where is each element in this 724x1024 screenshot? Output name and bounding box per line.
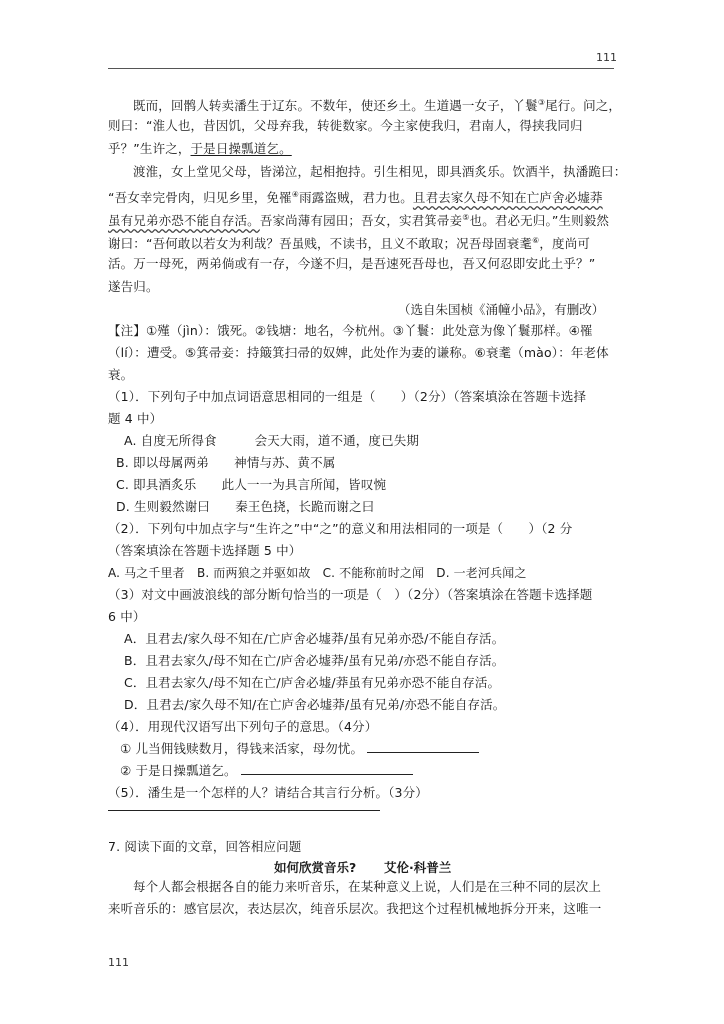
question-1-option-a: A. 自度无所得食 会天大雨，道不通，度已失期 (124, 433, 420, 448)
question-4-sentence-1: ① 儿当佣钱赎数月，得钱来活家，母勿忧。 (120, 740, 628, 758)
notes-line: 【注】①殣（jìn）：饿死。②钱塘：地名，今杭州。③丫鬟：此处意为像丫鬟那样。④罹 (108, 323, 593, 338)
article-author: 艾伦·科普兰 (384, 860, 452, 875)
question-2-options: A. 马之千里者 B. 而两狼之并驱如故 C. 不能称前时之闻 D. 一老河兵闻之 (108, 566, 527, 580)
answer-blank[interactable] (367, 740, 479, 753)
notes-line: （lí）：遭受。⑤箕帚妾：持簸箕扫帚的奴婢，此处作为妻的谦称。⑥衰耄（mào）：年老体 (108, 345, 609, 360)
passage-line: 渡淮，女上堂见父母，皆涕泣，起相抱持。引生相见，即具酒炙乐。饮酒半，执潘跪曰： (133, 164, 627, 179)
question-3-option-d: D．且君去/家久母不知/在亡庐舍必墟莽/虽有兄弟/亦恐不能自存活。 (124, 697, 506, 712)
question-3-stem: 6 中） (108, 609, 146, 624)
question-5-stem: （5）．潘生是一个怎样的人？请结合其言行分析。（3分） (108, 785, 428, 800)
question-1-option-b: B. 即以母属两弟 神情与苏、黄不属 (116, 455, 336, 470)
passage-line: 乎？”生许之，于是日操瓢道乞。 (108, 141, 292, 156)
passage-source: （选自朱国桢《涌幢小品》，有删改） (398, 302, 605, 317)
section-7-heading: 7. 阅读下面的文章，回答相应问题 (108, 839, 302, 854)
answer-blank[interactable] (108, 810, 380, 811)
header-rule (108, 68, 614, 69)
question-1-option-c: C. 即具酒炙乐 此人一一为具言所闻，皆叹惋 (116, 477, 387, 492)
answer-blank[interactable] (241, 762, 413, 775)
wavy-underlined-text: 且君去家久母不知在亡庐舍必墟莽 (412, 190, 603, 206)
passage-line: 活。万一母死，两弟倘或有一存，今遂不归，是吾速死吾母也，吾又何忍即安此土乎？” (108, 256, 596, 271)
notes-line: 衰。 (108, 367, 134, 382)
question-2-stem: （2）．下列句中加点字与“生许之”中“之”的意义和用法相同的一项是（ ）（2 分 (108, 521, 573, 536)
passage-line: “吾女幸完骨肉，归见乡里，免罹④雨露盗贼，君力也。且君去家久母不知在亡庐舍必墟莽 (108, 190, 603, 206)
article-line: 来听音乐的：感官层次，表达层次，纯音乐层次。我把这个过程机械地拆分开来，这唯一 (108, 901, 602, 916)
underlined-sentence: 于是日操瓢道乞。 (190, 141, 292, 156)
passage-line: 谢曰：“吾何敢以若女为利哉？吾虽贱，不读书，且义不敢取；况吾母固衰耄⑥，度尚可 (108, 236, 591, 252)
article-line: 每个人都会根据各自的能力来听音乐，在某种意义上说，人们是在三种不同的层次上 (133, 879, 602, 894)
passage-line: 则曰：“淮人也，昔因饥，父母弃我，转徙数家。今主家使我归，君南人，得挟我同归 (108, 118, 583, 133)
passage-line: 虽有兄弟亦恐不能自存活。吾家尚薄有园田；吾女，实君箕帚妾⑤也。君必无归。”生则毅然 (108, 213, 610, 229)
passage-line: 遂告归。 (108, 279, 159, 294)
question-3-option-a: A．且君去/家久母不知在/亡庐舍必墟莽/虽有兄弟亦恐/不能自存活。 (124, 631, 505, 646)
passage-line: 既而，回鹘人转卖潘生于辽东。不数年，使还乡土。生道遇一女子，丫鬟③尾行。问之， (133, 98, 622, 114)
question-4-sentence-2: ② 于是日操瓢道乞。 (120, 762, 628, 780)
question-1-option-d: D. 生则毅然谢曰 秦王色挠，长跪而谢之曰 (116, 499, 375, 514)
footer-page-number: 111 (108, 956, 129, 969)
wavy-underlined-text: 虽有兄弟亦恐不能自存活。 (108, 213, 260, 229)
question-4-stem: （4）．用现代汉语写出下列句子的意思。（4分） (108, 719, 378, 734)
question-1-stem: 题 4 中） (108, 411, 163, 426)
question-3-option-b: B．且君去家久/母不知在亡/庐舍必墟莽/虽有兄弟/亦恐不能自存活。 (124, 653, 505, 668)
question-3-stem: （3）对文中画波浪线的部分断句恰当的一项是（ ）（2分）（答案填涂在答题卡选择题 (108, 587, 593, 602)
question-3-option-c: C．且君去家久/母不知在亡/庐舍必墟/莽虽有兄弟亦恐不能自存活。 (124, 675, 501, 690)
question-2-stem: （答案填涂在答题卡选择题 5 中） (108, 543, 302, 558)
header-page-number: 111 (596, 51, 617, 64)
question-1-stem: （1）．下列句子中加点词语意思相同的一组是（ ）（2分）（答案填涂在答题卡选择 (108, 389, 587, 404)
article-title: 如何欣赏音乐? (274, 860, 357, 875)
